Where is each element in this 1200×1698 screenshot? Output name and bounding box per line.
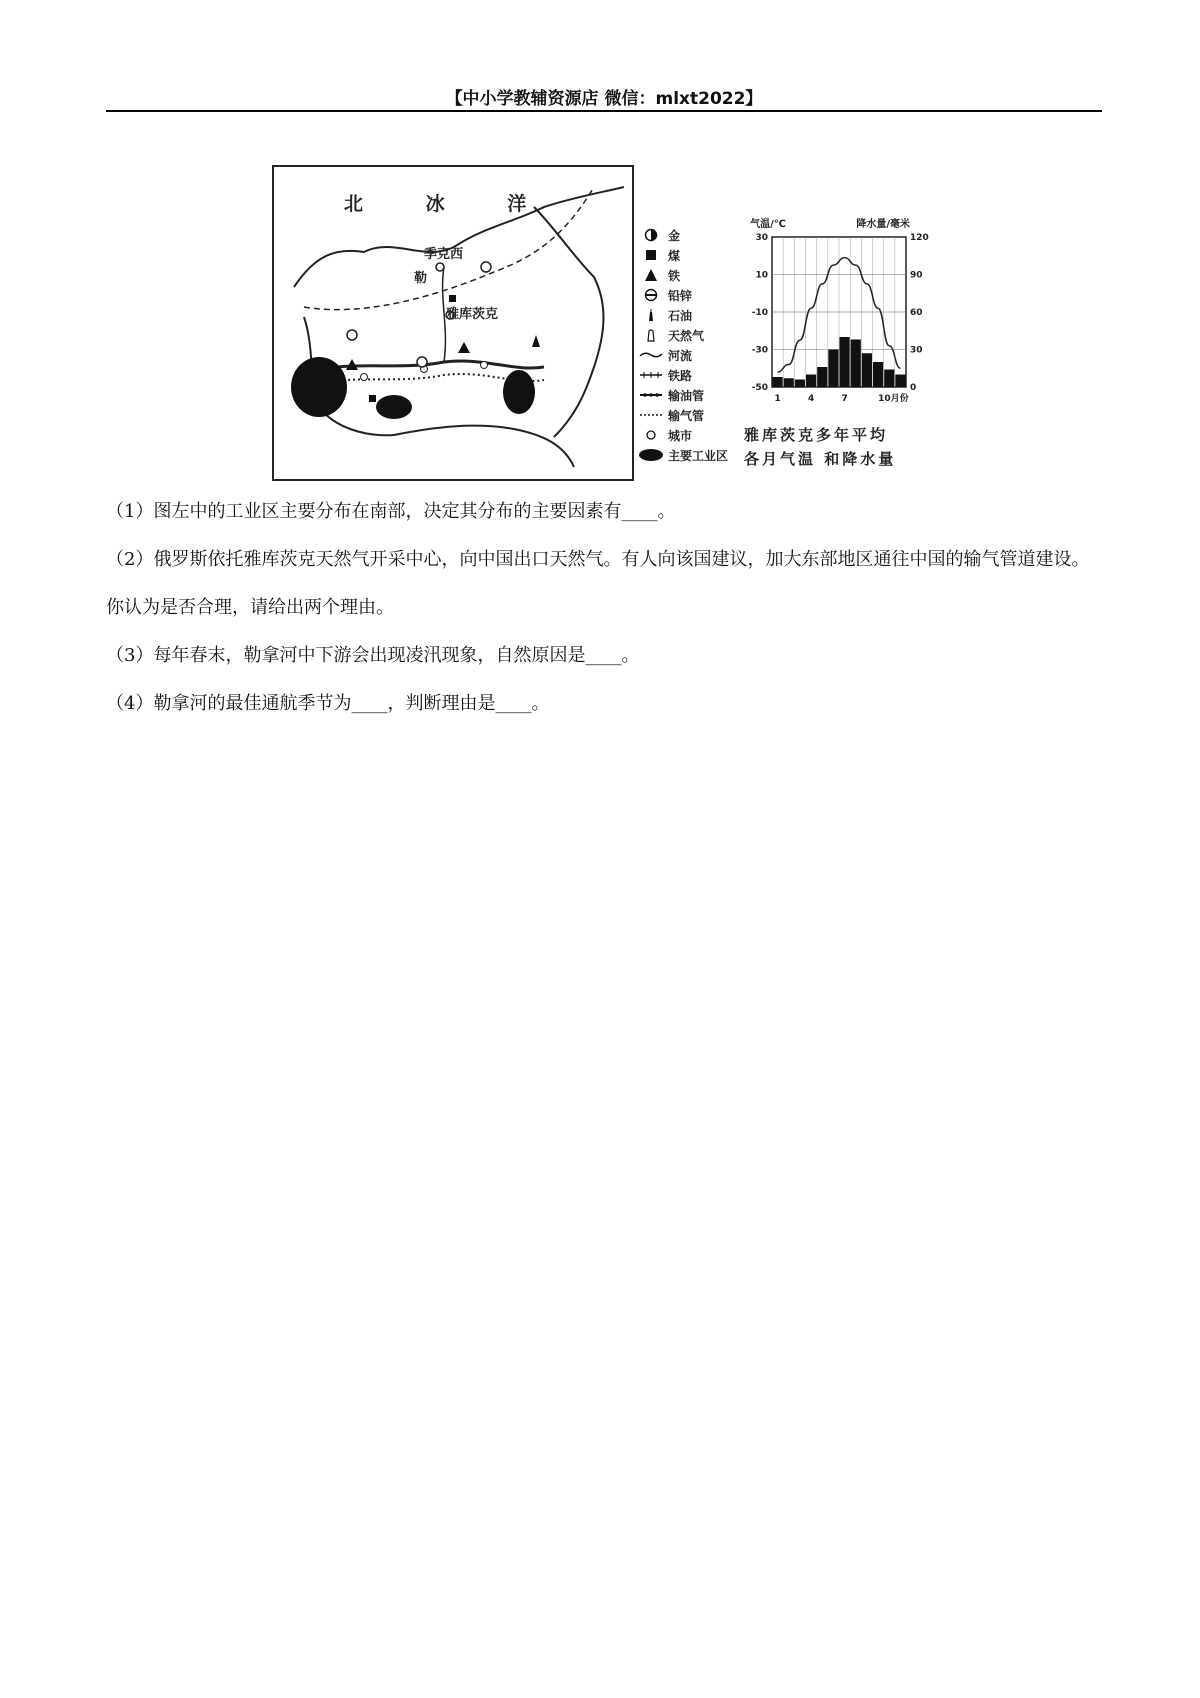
climate-chart (734, 215, 944, 475)
gas-pipeline-icon (638, 410, 664, 420)
industrial-zone-icon (638, 448, 664, 462)
page-header: 【中小学教辅资源店 微信：mlxt2022】 (445, 89, 763, 109)
header-rule (106, 110, 1102, 112)
legend-item: 铅锌 (638, 285, 758, 305)
climate-chart-svg (734, 215, 944, 420)
chart-caption (744, 423, 944, 471)
legend-item: 城市 (638, 425, 758, 445)
precip-bar (862, 353, 872, 387)
precip-axis-label: 降水量/毫米 (856, 219, 910, 230)
figure (272, 165, 942, 480)
precip-tick-label: 90 (910, 270, 923, 281)
map-city-label-yakutsk: 雅库茨克 (446, 307, 499, 322)
russia-map (272, 165, 634, 481)
precip-bar (806, 375, 816, 388)
precip-bar (840, 337, 850, 387)
precip-bar (828, 350, 838, 388)
precip-bar (884, 370, 894, 388)
oil-icon (638, 308, 664, 322)
legend-item: 金 (638, 225, 758, 245)
precip-bar (873, 362, 883, 387)
map-city-label-tiksi: 季克西 (424, 247, 464, 262)
coal-icon (638, 248, 664, 262)
legend-item: 河流 (638, 345, 758, 365)
month-tick-label: 7 (841, 394, 848, 404)
month-tick-label: 4 (807, 394, 815, 404)
chart-caption-line1: 雅库茨克多年平均 (744, 426, 889, 444)
precip-tick-label: 120 (910, 233, 929, 243)
question-2: （2）俄罗斯依托雅库茨克天然气开采中心，向中国出口天然气。有人向该国建议，加大东部地区通往中国的输气管道建设。你认为是否合理，请给出两个理由。 (106, 549, 1090, 618)
legend-item: 天然气 (638, 325, 758, 345)
legend-item: 铁路 (638, 365, 758, 385)
precip-bar (773, 377, 783, 387)
legend-item: 铁 (638, 265, 758, 285)
precip-tick-label: 0 (910, 383, 917, 393)
temp-tick-label: -10 (751, 308, 768, 318)
temp-tick-label: -50 (751, 383, 768, 393)
precip-tick-label: 60 (910, 308, 923, 318)
question-list (106, 500, 1102, 740)
temp-axis-label: 气温/℃ (750, 219, 786, 230)
iron-icon (638, 268, 664, 282)
legend-item: 输油管 (638, 385, 758, 405)
precip-bar (851, 340, 861, 388)
question-1: （1）图左中的工业区主要分布在南部，决定其分布的主要因素有____。 (106, 501, 676, 522)
legend-item: 输气管 (638, 405, 758, 425)
precip-bar (795, 380, 805, 388)
precip-bar (784, 378, 794, 387)
precip-bar (895, 375, 905, 388)
gas-icon (638, 328, 664, 342)
question-3: （3）每年春末，勒拿河中下游会出现凌汛现象，自然原因是____。 (106, 645, 640, 666)
legend-item: 主要工业区 (638, 445, 758, 465)
map-river-label: 勒 (414, 271, 428, 286)
map-ocean-label: 北 冰 洋 (344, 193, 555, 215)
oil-pipeline-icon (638, 390, 664, 400)
legend-item: 煤 (638, 245, 758, 265)
temp-tick-label: 30 (755, 233, 768, 243)
question-4: （4）勒拿河的最佳通航季节为____，判断理由是____。 (106, 693, 550, 714)
chart-caption-line2: 各月气温 和降水量 (744, 450, 897, 468)
railway-icon (638, 370, 664, 380)
river-icon (638, 350, 664, 360)
city-icon (638, 428, 664, 442)
gold-icon (638, 228, 664, 242)
month-tick-label: 1 (774, 394, 781, 404)
temp-tick-label: -30 (751, 345, 768, 356)
precip-bar (817, 367, 827, 387)
legend-item: 石油 (638, 305, 758, 325)
lead-zinc-icon (638, 288, 664, 302)
month-tick-label: 10月份 (878, 394, 909, 404)
temp-tick-label: 10 (755, 270, 768, 281)
precip-tick-label: 30 (910, 345, 923, 356)
